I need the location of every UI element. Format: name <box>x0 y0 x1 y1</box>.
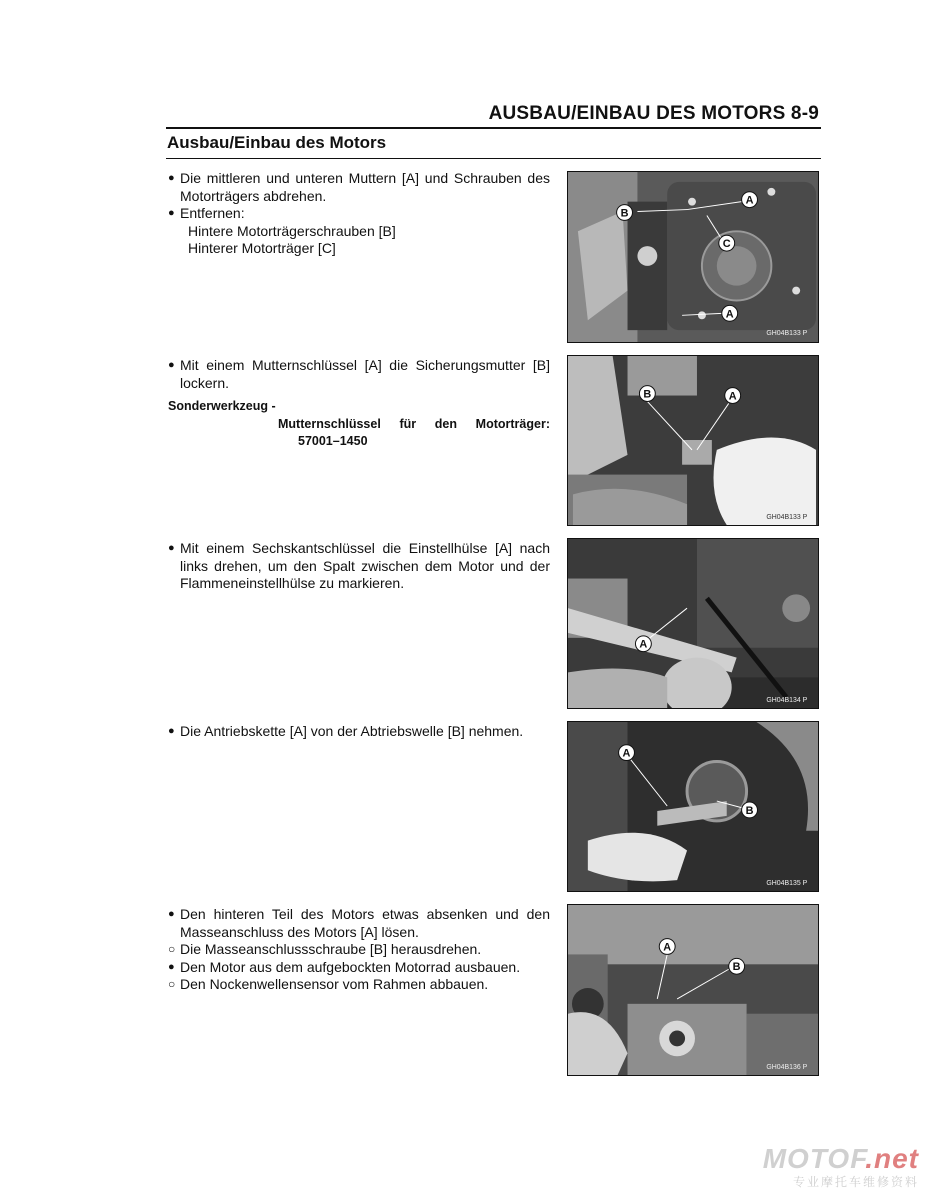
bullet: ● <box>168 359 175 371</box>
callout-label: A <box>745 194 754 207</box>
step-5-text <box>168 906 550 994</box>
bullet: ● <box>168 542 175 554</box>
step-line <box>168 976 550 994</box>
watermark-subtitle: 专业摩托车维修资料 <box>792 1175 919 1189</box>
figure-code: GH04B133 P <box>766 330 808 338</box>
special-tool-name: Mutternschlüssel für den Motorträger: <box>278 416 550 431</box>
figure-3-photo <box>567 538 819 709</box>
section-title: Ausbau/Einbau des Motors <box>167 133 387 152</box>
step-line <box>168 906 550 941</box>
step-line <box>168 205 550 223</box>
step-line <box>168 540 550 593</box>
watermark-suffix: .net <box>865 1143 919 1174</box>
figure-5-photo <box>567 904 819 1076</box>
step-text: Hintere Motorträgerschrauben [B] <box>188 222 396 239</box>
page-header: AUSBAU/EINBAU DES MOTORS 8-9 <box>488 103 819 124</box>
step-text: Den Nockenwellensensor vom Rahmen abbauen. <box>180 976 489 992</box>
bullet: ● <box>168 725 175 737</box>
header-rule <box>166 127 821 129</box>
callout-label: A <box>725 308 734 321</box>
bullet: ● <box>168 172 175 184</box>
bullet: ○ <box>168 942 176 956</box>
step-text: Die Masseanschlussschraube [B] herausdrehen. <box>180 941 482 957</box>
bullet: ● <box>168 207 175 219</box>
step-3-text <box>168 540 550 593</box>
figure-1-photo <box>567 171 819 343</box>
step-text: Die Antriebskette [A] von der Abtriebswelle [B] nehmen. <box>180 723 524 739</box>
bullet: ● <box>168 960 175 973</box>
section-rule <box>166 158 821 159</box>
callout-label: A <box>663 941 672 954</box>
step-line <box>168 723 550 741</box>
step-subline <box>168 240 550 258</box>
callout-label: A <box>728 390 737 403</box>
special-tool-number: 57001–1450 <box>298 434 368 448</box>
step-4-text <box>168 723 550 741</box>
figure-code: GH04B135 P <box>766 880 808 888</box>
bullet: ○ <box>168 977 176 991</box>
step-line <box>168 357 550 392</box>
bullet: ● <box>168 908 175 920</box>
step-line <box>168 959 550 977</box>
callout-label: B <box>643 388 652 401</box>
figure-2-photo <box>567 355 819 526</box>
step-text: Den hinteren Teil des Motors etwas absenken und den Masseanschluss des Motors [A] lösen. <box>180 906 550 940</box>
callout-label: B <box>732 961 741 974</box>
step-text: Hinterer Motorträger [C] <box>188 240 336 256</box>
callout-label: C <box>722 238 731 251</box>
figure-code: GH04B136 P <box>766 1064 808 1072</box>
callout-label: B <box>745 804 754 817</box>
step-text: Die mittleren und unteren Muttern [A] und Schrauben des Motorträgers abdrehen. <box>180 170 550 204</box>
step-2-text <box>168 357 550 451</box>
callout-label: A <box>622 747 631 760</box>
watermark-logo <box>763 1145 919 1173</box>
step-line <box>168 941 550 959</box>
watermark-main: MOTOF <box>762 1143 866 1174</box>
watermark <box>763 1145 919 1190</box>
step-subline <box>168 223 550 241</box>
step-text: Mit einem Mutternschlüssel [A] die Sicherungsmutter [B] lockern. <box>180 357 550 391</box>
step-1-text <box>168 170 550 258</box>
callout-label: A <box>639 638 648 651</box>
step-text: Entfernen: <box>180 205 245 221</box>
figure-4-photo <box>567 721 819 892</box>
step-text: Mit einem Sechskantschlüssel die Einstellhülse [A] nach links drehen, um den Spalt zwischen dem Motor und der Flammeneinstellhülse zu markieren. <box>180 540 550 591</box>
step-line <box>168 170 550 205</box>
callout-label: B <box>620 207 629 220</box>
special-tool-label: Sonderwerkzeug - <box>168 399 276 413</box>
figure-code: GH04B133 P <box>766 514 808 522</box>
step-text: Den Motor aus dem aufgebockten Motorrad ausbauen. <box>180 958 521 975</box>
figure-code: GH04B134 P <box>766 697 808 705</box>
